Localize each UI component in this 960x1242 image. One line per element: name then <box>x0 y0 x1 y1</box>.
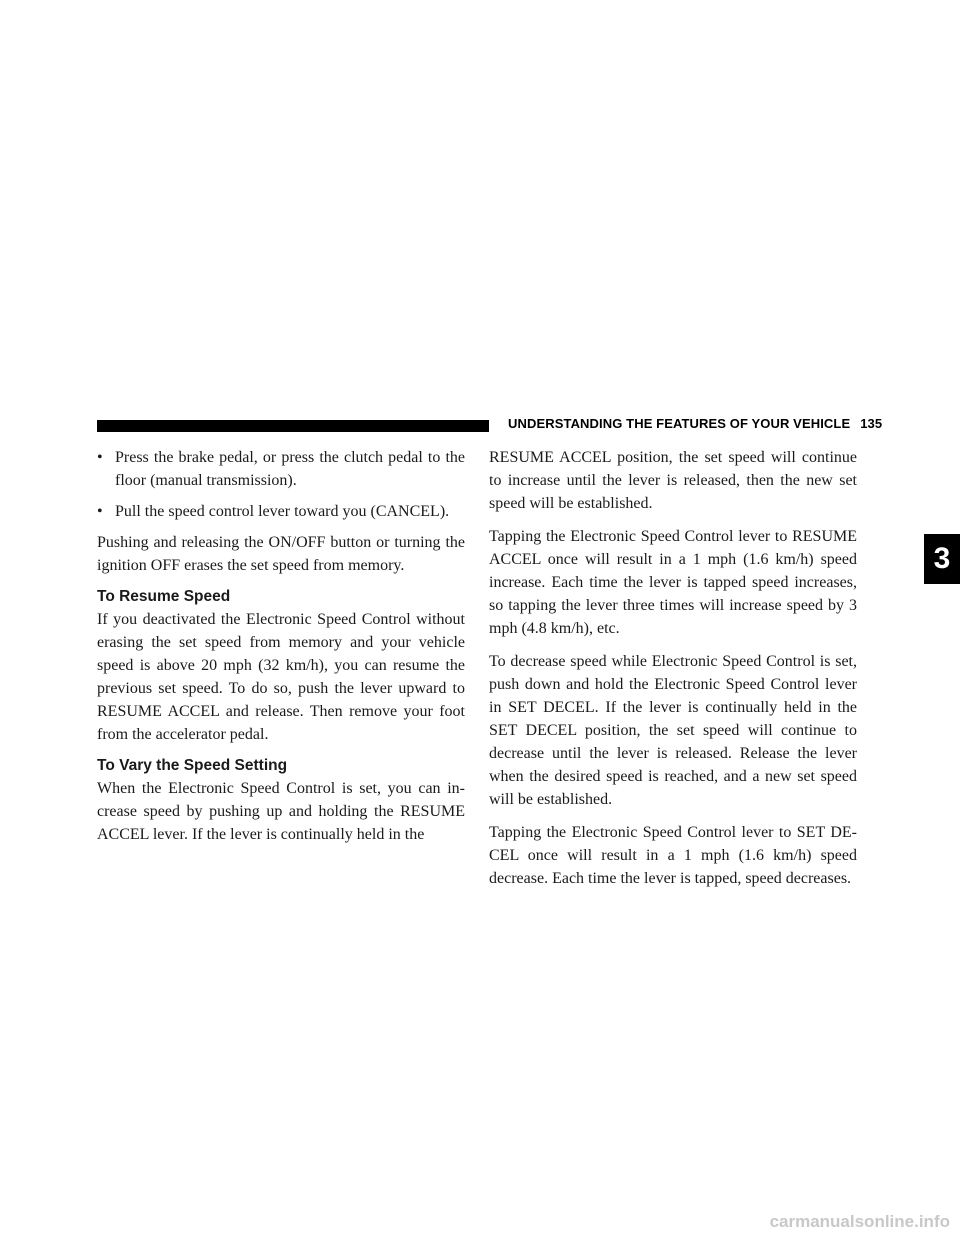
bullet-text: Press the brake pedal, or press the clutch pedal to the floor (manual transmission). <box>115 449 465 489</box>
running-header <box>508 416 882 431</box>
section-title: UNDERSTANDING THE FEATURES OF YOUR VEHICLE <box>508 416 851 431</box>
bullet-item <box>97 500 465 523</box>
bullet-text: Pull the speed control lever toward you (CANCEL). <box>115 503 450 520</box>
watermark: carmanualsonline.info <box>769 1212 950 1231</box>
paragraph-decrease: To decrease speed while Electronic Speed Control is set, push down and hold the Electronic Speed Control lever in SET DECEL. If the lever is continually held in the SET DECEL position, the set speed will continue to decrease until the lever is released. Release the lever when the desired speed is reached, and a new set speed will be established. <box>489 653 857 808</box>
bullet-item <box>97 446 465 492</box>
heading-vary-speed: To Vary the Speed Setting <box>97 757 288 774</box>
paragraph-tap-increase: Tapping the Electronic Speed Control lever to RESUME ACCEL once will result in a 1 mph (1.6 km/h) speed increase. Each time the lever is tapped speed increases, so tapping the lever three times will increase speed by 3 mph (4.8 km/h), etc. <box>489 528 857 637</box>
paragraph-tap-decrease: Tapping the Electronic Speed Control lever to SET DE-CEL once will result in a 1 mph (1.6 km/h) speed decrease. Each time the lever is tapped, speed decreases. <box>489 824 857 887</box>
paragraph-resume: If you deactivated the Electronic Speed Control without erasing the set speed from memory and your vehicle speed is above 20 mph (32 km/h), you can resume the previous set speed. To do so, push the lever upward to RESUME ACCEL and release. Then remove your foot from the accelerator pedal. <box>97 611 465 743</box>
heading-resume-speed: To Resume Speed <box>97 588 231 605</box>
page-number: 135 <box>860 416 883 431</box>
paragraph-vary: When the Electronic Speed Control is set, you can in-crease speed by pushing up and holding the RESUME ACCEL lever. If the lever is continually held in the <box>97 780 465 843</box>
header-rule <box>97 420 489 432</box>
left-column <box>97 446 465 856</box>
bullet-icon: • <box>97 449 103 466</box>
chapter-tab: 3 <box>924 534 960 584</box>
right-column <box>489 446 857 900</box>
paragraph-onoff: Pushing and releasing the ON/OFF button or turning the ignition OFF erases the set speed from memory. <box>97 534 465 574</box>
paragraph-resume-accel: RESUME ACCEL position, the set speed will continue to increase until the lever is released, then the new set speed will be established. <box>489 449 857 512</box>
bullet-icon: • <box>97 503 103 520</box>
